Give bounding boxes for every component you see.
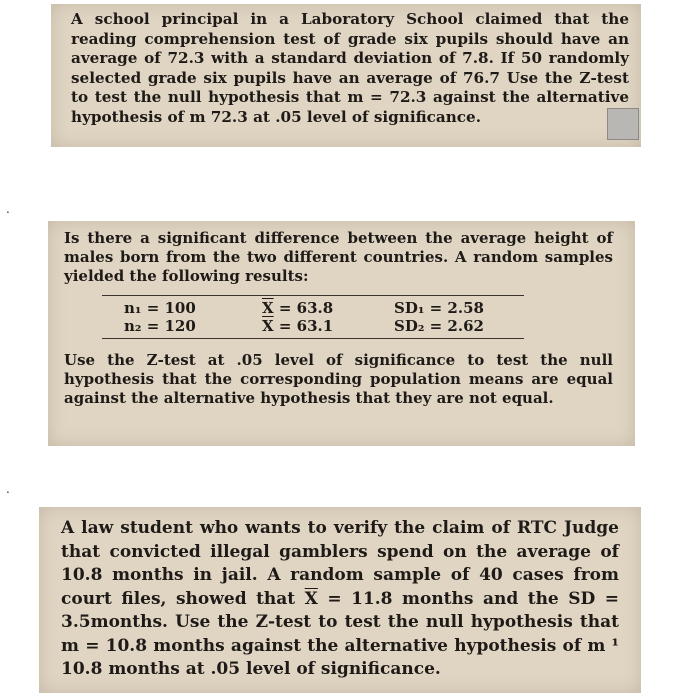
sample-results-table bbox=[102, 295, 524, 339]
sample-sd: SD₁ = 2.58 bbox=[394, 299, 484, 317]
sample-sd: SD₂ = 2.62 bbox=[394, 317, 484, 335]
problem-2-question: Use the Z-test at .05 level of significance to test the null hypothesis that the corresponding population means are equal against the alternative hypothesis that they are not equal. bbox=[64, 351, 613, 407]
sample-row-1 bbox=[102, 299, 524, 317]
sample-mean: $\overline{X} = 63.1$ bbox=[262, 317, 334, 335]
problem-3-text: A law student who wants to verify the claim of RTC Judge that convicted illegal gamblers spend on the average of 10.8 months in jail. A random sample of 40 cases from court files, showed that $\overline{X} = 11.8$ months and the SD = 3.5months. Use the Z-test to test the null hypothesis that m = 10.8 months against the alternative hypothesis of m ¹ 10.8 months at .05 level of significance. bbox=[61, 518, 619, 679]
problem-card-2 bbox=[48, 221, 635, 446]
bullet-dot: . bbox=[6, 482, 10, 496]
problem-2-intro: Is there a significant difference between the average height of males born from the two different countries. A random samples yielded the following results: bbox=[64, 229, 613, 285]
bullet-dot: . bbox=[6, 202, 10, 216]
problem-1-text: A school principal in a Laboratory School claimed that the reading comprehension test of grade six pupils should have an average of 72.3 with a standard deviation of 7.8. If 50 randomly selected grade six pupils have an average of 76.7 Use the Z-test to test the null hypothesis that m = 72.3 against the alternative hypothesis of m 72.3 at .05 level of significance. bbox=[71, 10, 629, 126]
sample-row-2 bbox=[102, 317, 524, 335]
sample-mean: $\overline{X} = 63.8$ bbox=[262, 299, 334, 317]
problem-card-3 bbox=[39, 507, 641, 693]
problem-card-1 bbox=[51, 4, 641, 147]
mean-symbol: $\overline{X}$ bbox=[304, 588, 318, 609]
sample-size: n₂ = 120 bbox=[124, 317, 196, 335]
placeholder-image bbox=[607, 108, 639, 140]
sample-size: n₁ = 100 bbox=[124, 299, 196, 317]
